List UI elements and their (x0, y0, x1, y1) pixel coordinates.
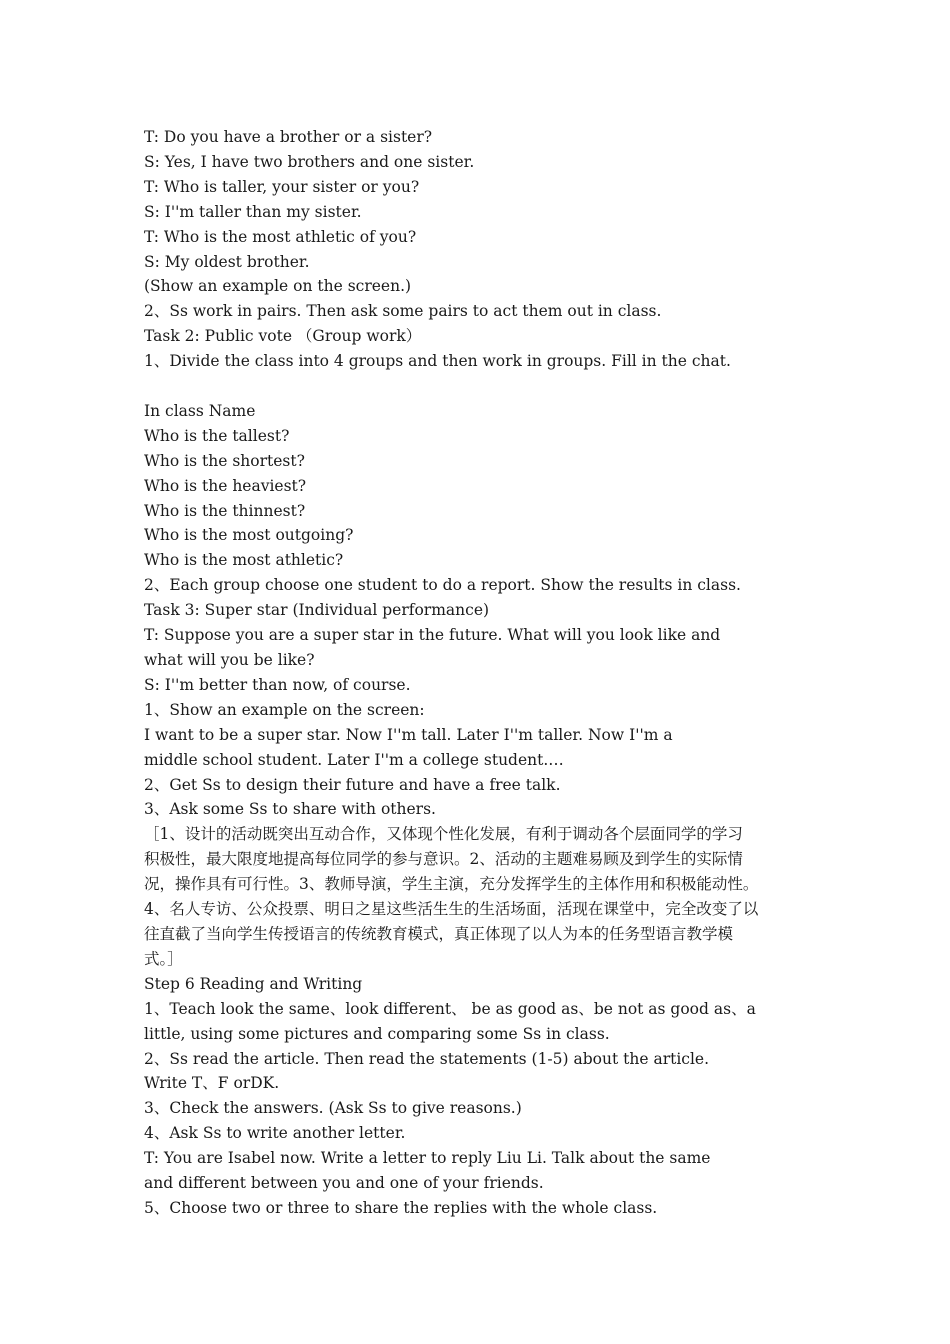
chart-row: Who is the heaviest? (144, 476, 307, 495)
text-line: T: Suppose you are a super star in the future. What will you look like and (144, 626, 721, 645)
text-line: S: Yes, I have two brothers and one sister. (144, 152, 475, 171)
chart-row: Who is the shortest? (144, 451, 305, 470)
blank-line (144, 374, 814, 399)
text-line: 2、Each group choose one student to do a report. Show the results in class. (144, 576, 741, 595)
chart-row: Who is the thinnest? (144, 501, 306, 520)
text-line: T: Do you have a brother or a sister? (144, 128, 433, 146)
text-line: 3、Check the answers. (Ask Ss to give reasons.) (144, 1099, 522, 1118)
commentary-line: 式。］ (144, 949, 183, 968)
text-line: 1、Divide the class into 4 groups and then work in groups. Fill in the chat. (144, 352, 731, 371)
text-line: T: Who is taller, your sister or you? (144, 177, 420, 196)
chart-row: Who is the tallest? (144, 426, 290, 445)
document-body (144, 125, 814, 1221)
chart-row: Who is the most outgoing? (144, 526, 354, 545)
commentary-line: 4、名人专访、公众投票、明日之星这些活生生的生活场面，活现在课堂中，完全改变了以 (144, 900, 759, 919)
text-line: Write T、F orDK. (144, 1074, 280, 1093)
text-line: 4、Ask Ss to write another letter. (144, 1124, 406, 1143)
text-line: 1、Teach look the same、look different、 be as good as、be not as good as、a (144, 999, 756, 1018)
section-heading: Step 6 Reading and Writing (144, 974, 363, 993)
text-line: middle school student. Later I''m a college student.… (144, 750, 564, 769)
text-line: S: I''m better than now, of course. (144, 675, 411, 694)
text-line: 3、Ask some Ss to share with others. (144, 800, 436, 819)
text-line: little, using some pictures and comparing some Ss in class. (144, 1024, 610, 1043)
commentary-line: 往直截了当向学生传授语言的传统教育模式，真正体现了以人为本的任务型语言教学模 (144, 924, 734, 943)
commentary-line: ［1、设计的活动既突出互动合作，又体现个性化发展，有利于调动各个层面同学的学习 (144, 825, 743, 844)
text-line: T: You are Isabel now. Write a letter to reply Liu Li. Talk about the same (144, 1149, 711, 1168)
commentary-line: 积极性，最大限度地提高每位同学的参与意识。2、活动的主题难易顾及到学生的实际情 (144, 850, 743, 869)
section-heading: Task 3: Super star (Individual performance) (144, 601, 490, 620)
text-line: S: I''m taller than my sister. (144, 202, 362, 221)
text-line: T: Who is the most athletic of you? (144, 227, 417, 246)
text-line: (Show an example on the screen.) (144, 277, 412, 296)
text-line: 2、Ss read the article. Then read the statements (1-5) about the article. (144, 1049, 710, 1068)
text-line: 2、Ss work in pairs. Then ask some pairs to act them out in class. (144, 302, 662, 321)
text-line: 5、Choose two or three to share the replies with the whole class. (144, 1198, 658, 1217)
text-line: and different between you and one of your friends. (144, 1174, 544, 1193)
chart-header-line: In class Name (144, 401, 256, 420)
text-line: 2、Get Ss to design their future and have a free talk. (144, 775, 561, 794)
chart-row: Who is the most athletic? (144, 551, 344, 570)
text-line: I want to be a super star. Now I''m tall. Later I''m taller. Now I''m a (144, 725, 673, 744)
text-line: S: My oldest brother. (144, 252, 310, 271)
commentary-line: 况，操作具有可行性。3、教师导演，学生主演，充分发挥学生的主体作用和积极能动性。 (144, 875, 759, 894)
text-line: 1、Show an example on the screen: (144, 700, 425, 719)
text-line: what will you be like? (144, 651, 315, 670)
section-heading: Task 2: Public vote （Group work） (144, 327, 422, 346)
